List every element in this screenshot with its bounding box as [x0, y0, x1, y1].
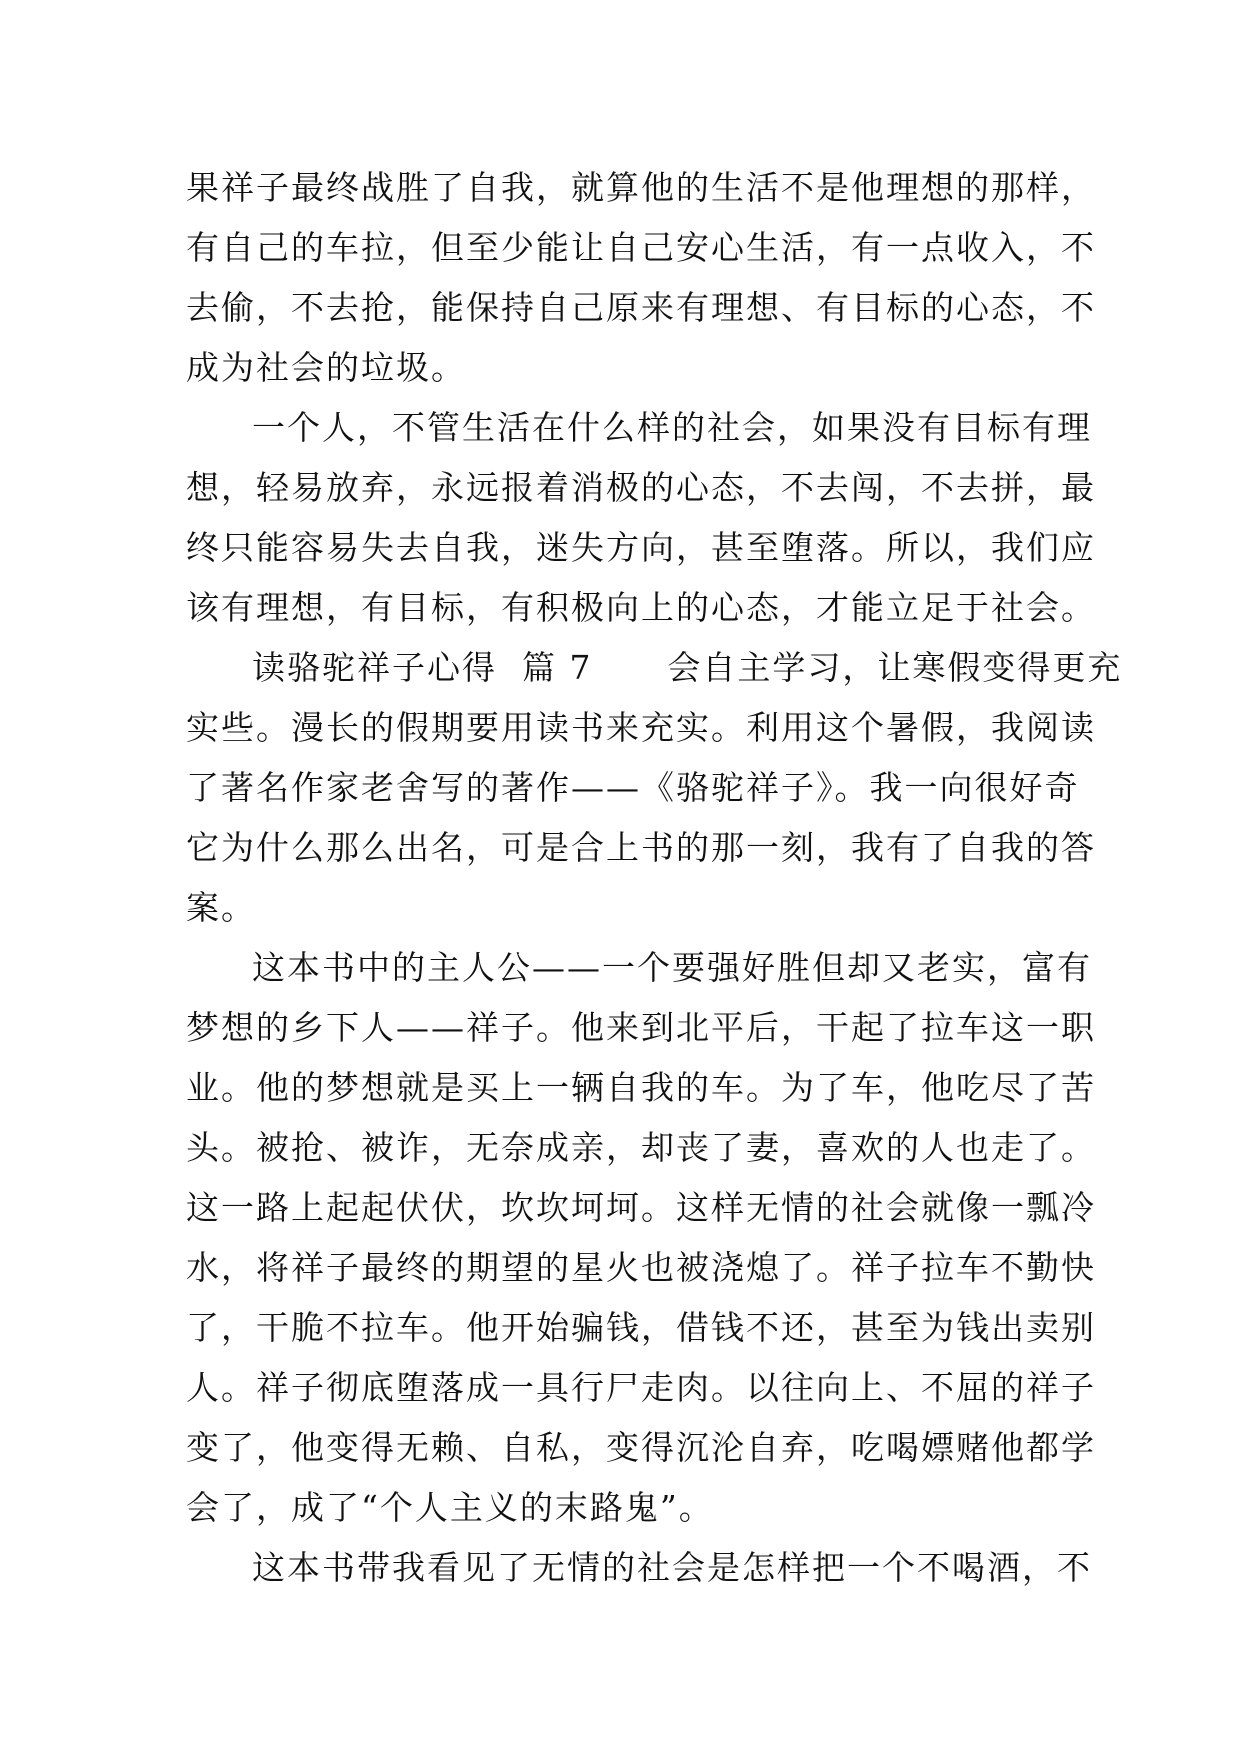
text-line: 读骆驼祥子心得 篇 7 会自主学习，让寒假变得更充 [252, 648, 1123, 687]
text-line: 它为什么那么出名，可是合上书的那一刻，我有了自我的答 [186, 828, 1096, 867]
text-line: 了著名作家老舍写的著作——《骆驼祥子》。我一向很好奇 [186, 768, 1080, 807]
text-line: 终只能容易失去自我，迷失方向，甚至堕落。所以，我们应 [186, 528, 1096, 567]
paragraph [186, 938, 1096, 1538]
text-line: 有自己的车拉，但至少能让自己安心生活，有一点收入，不 [186, 228, 1096, 267]
text-line: 梦想的乡下人——祥子。他来到北平后，干起了拉车这一职 [186, 1008, 1096, 1047]
text-line: 会了，成了“个人主义的末路鬼”。 [186, 1488, 714, 1527]
text-line: 该有理想，有目标，有积极向上的心态，才能立足于社会。 [186, 588, 1096, 627]
text-line: 头。被抢、被诈，无奈成亲，却丧了妻，喜欢的人也走了。 [186, 1128, 1096, 1167]
text-line: 去偷，不去抢，能保持自己原来有理想、有目标的心态，不 [186, 288, 1096, 327]
paragraph [186, 398, 1096, 638]
text-line: 案。 [186, 888, 256, 927]
text-line: 了，干脆不拉车。他开始骗钱，借钱不还，甚至为钱出卖别 [186, 1308, 1096, 1347]
text-line: 业。他的梦想就是买上一辆自我的车。为了车，他吃尽了苦 [186, 1068, 1096, 1107]
text-line: 变了，他变得无赖、自私，变得沉沦自弃，吃喝嫖赌他都学 [186, 1428, 1096, 1467]
text-line: 一个人，不管生活在什么样的社会，如果没有目标有理 [252, 408, 1092, 447]
document-body [186, 158, 1123, 1598]
text-line: 成为社会的垃圾。 [186, 348, 466, 387]
text-line: 这本书带我看见了无情的社会是怎样把一个不喝酒，不 [252, 1548, 1092, 1587]
text-line: 这本书中的主人公——一个要强好胜但却又老实，富有 [252, 948, 1092, 987]
text-line: 果祥子最终战胜了自我，就算他的生活不是他理想的那样， [186, 168, 1096, 207]
paragraph [186, 638, 1123, 938]
text-line: 水，将祥子最终的期望的星火也被浇熄了。祥子拉车不勤快 [186, 1248, 1096, 1287]
text-line: 实些。漫长的假期要用读书来充实。利用这个暑假，我阅读 [186, 708, 1096, 747]
paragraph [186, 1538, 1092, 1598]
text-line: 人。祥子彻底堕落成一具行尸走肉。以往向上、不屈的祥子 [186, 1368, 1096, 1407]
paragraph [186, 158, 1096, 398]
text-line: 这一路上起起伏伏，坎坎坷坷。这样无情的社会就像一瓢冷 [186, 1188, 1096, 1227]
text-line: 想，轻易放弃，永远报着消极的心态，不去闯，不去拼，最 [186, 468, 1096, 507]
